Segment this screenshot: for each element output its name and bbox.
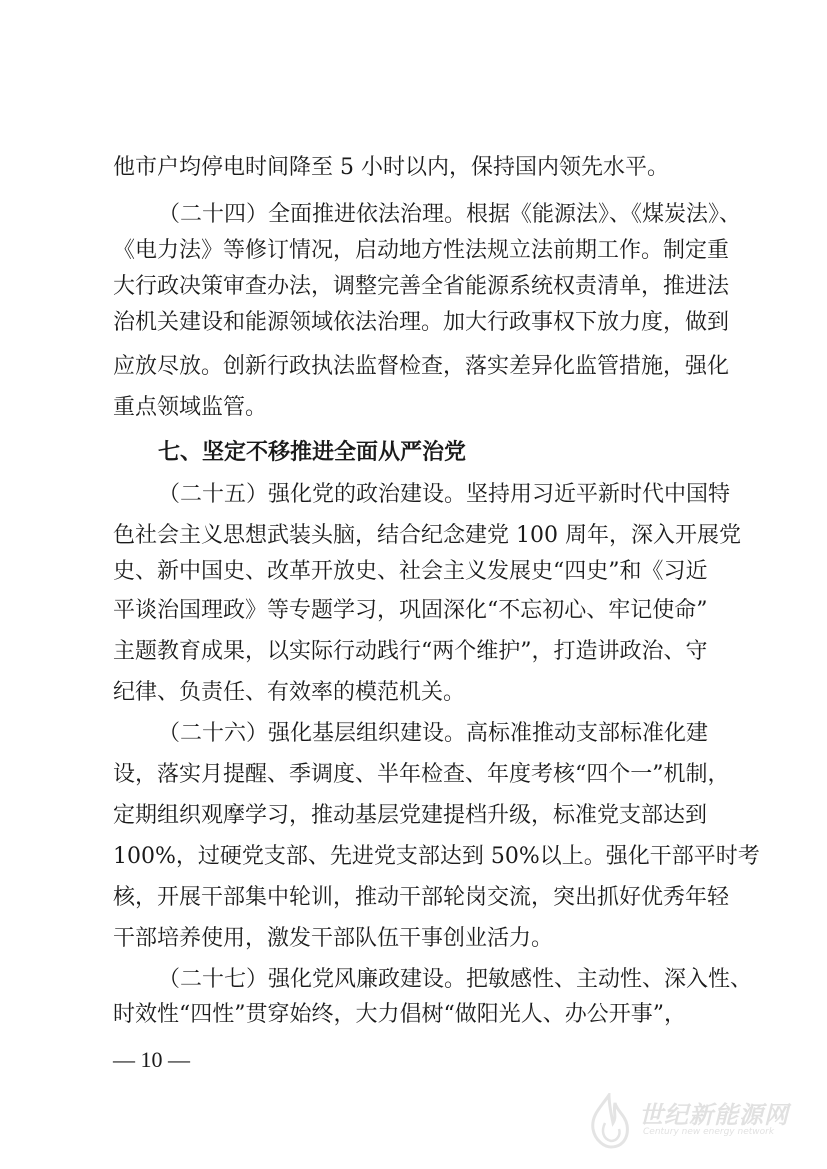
paragraph-line: 大行政决策审查办法，调整完善全省能源系统权责清单，推进法: [113, 274, 730, 299]
paragraph-line: 史、新中国史、改革开放史、社会主义发展史“四史”和《习近: [113, 559, 708, 584]
paragraph-line: （二十五）强化党的政治建设。坚持用习近平新时代中国特: [158, 482, 731, 507]
paragraph-line: 他市户均停电时间降至 5 小时以内，保持国内领先水平。: [113, 155, 669, 180]
paragraph-line: 100%，过硬党支部、先进党支部达到 50%以上。强化干部平时考: [113, 844, 760, 869]
paragraph-line: 应放尽放。创新行政执法监督检查，落实差异化监管措施，强化: [113, 354, 730, 379]
paragraph-line: （二十四）全面推进依法治理。根据《能源法》、《煤炭法》、: [158, 202, 742, 227]
paragraph-line: 《电力法》等修订情况，启动地方性法规立法前期工作。制定重: [113, 238, 730, 263]
flame-logo-icon: [583, 1093, 635, 1149]
paragraph-line: 主题教育成果，以实际行动践行“两个维护”，打造讲政治、守: [113, 639, 708, 664]
watermark-subtitle: Century new energy network: [643, 1127, 775, 1137]
watermark-title: 世纪新能源网: [639, 1101, 789, 1129]
section-heading: 七、坚定不移推进全面从严治党: [158, 440, 467, 465]
paragraph-line: 纪律、负责任、有效率的模范机关。: [113, 680, 466, 705]
page-number: — 10 —: [113, 1047, 190, 1072]
paragraph-line: 定期组织观摩学习，推动基层党建提档升级，标准党支部达到: [113, 803, 708, 828]
paragraph-line: 平谈治国理政》等专题学习，巩固深化“不忘初心、牢记使命”: [113, 598, 708, 623]
paragraph-line: 色社会主义思想武装头脑，结合纪念建党 100 周年，深入开展党: [113, 523, 741, 548]
paragraph-line: 时效性“四性”贯穿始终，大力倡树“做阳光人、办公开事”，: [113, 1002, 686, 1027]
paragraph-line: （二十七）强化党风廉政建设。把敏感性、主动性、深入性、: [158, 967, 753, 992]
paragraph-line: 治机关建设和能源领域依法治理。加大行政事权下放力度，做到: [113, 310, 730, 335]
paragraph-line: 干部培养使用，激发干部队伍干事创业活力。: [113, 926, 554, 951]
paragraph-line: 核，开展干部集中轮训，推动干部轮岗交流，突出抓好优秀年轻: [113, 885, 730, 910]
paragraph-line: 设，落实月提醒、季调度、半年检查、年度考核“四个一”机制，: [113, 762, 730, 787]
paragraph-line: （二十六）强化基层组织建设。高标准推动支部标准化建: [158, 721, 709, 746]
paragraph-line: 重点领域监管。: [113, 395, 268, 420]
site-watermark: [583, 1091, 813, 1151]
